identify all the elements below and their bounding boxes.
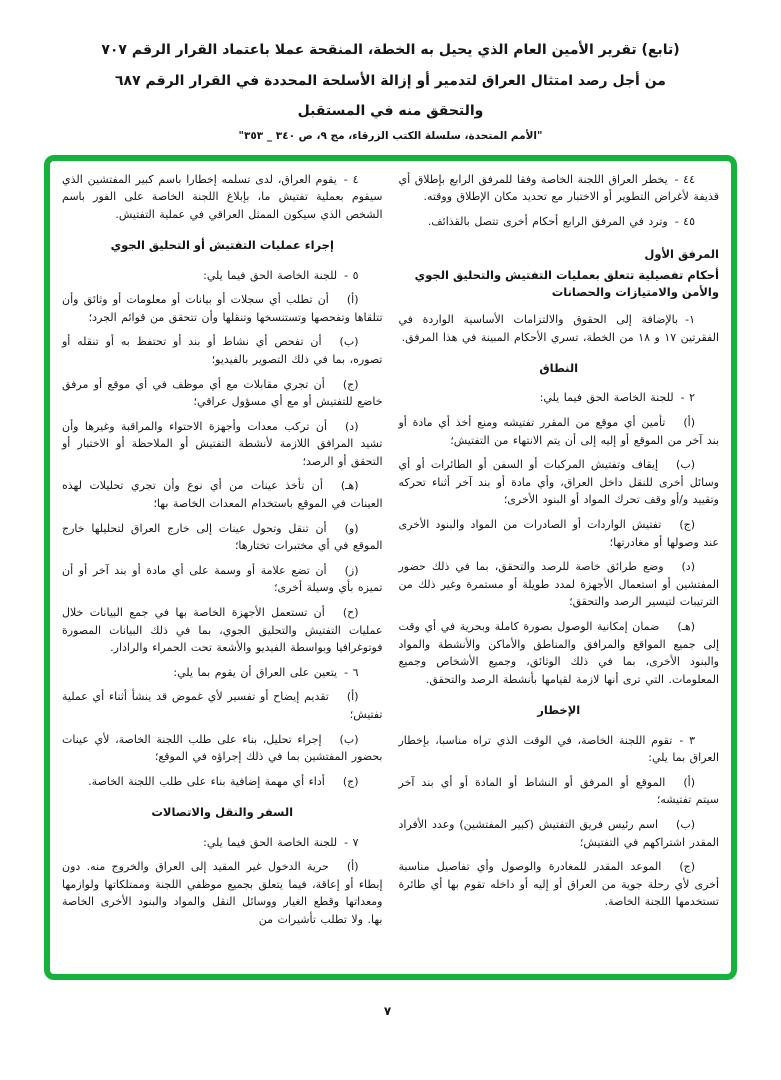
item-label: (ج) — [679, 860, 695, 874]
paragraph-text: للجنة الخاصة الحق فيما يلي: — [539, 391, 674, 405]
item-label: (هـ) — [340, 479, 359, 493]
item-text: أن تركب معدات وأجهزة الاحتواء والمراقبة وغيرها وأن تشيد المرافق اللازمة لأنشطة التفتيش أو الملاحظة أو الاختبار أو التحقق أو الرصد؛ — [62, 419, 383, 468]
paragraph-text: يخطر العراق اللجنة الخاصة وفقا للمرفق الرابع بإطلاق أي قذيفة لأغراض التطوير أو الاختبار مع تحديد مكان الإطلاق ووقته. — [398, 172, 719, 204]
item-label: (ب) — [339, 335, 359, 349]
item-label: (هـ) — [677, 620, 695, 633]
item-text: أن تضع علامة أو وسمة على أي مادة أو بند آخر أو أن تميزه بأي وسيلة أخرى؛ — [62, 563, 383, 595]
annex-one-heading: المرفق الأول — [644, 247, 719, 262]
list-item-a — [62, 291, 383, 326]
paragraph-text: يقوم العراق، لدى تسلمه إخطارا باسم كبير المفتشين الذي سيقوم بعملية تفتيش ما، بإبلاغ اللجنة الخاصة على الفور باسم الشخص الذي سيكون الممثل العراقي في عملية التفتيش. — [62, 172, 383, 221]
paragraph-5 — [62, 267, 383, 285]
paragraph-7 — [62, 834, 383, 852]
paragraph-number: ٤٥ - — [674, 214, 695, 228]
item-label: (د) — [681, 560, 695, 574]
paragraph-3 — [399, 732, 720, 767]
item-text: تأمين أي موقع من المقرر تفتيشه ومنع أخذ أي مادة أو بند آخر من الموقع أو إليه إلى أن يتم الانتهاء من التفتيش؛ — [398, 416, 719, 447]
paragraph-text: بالإضافة إلى الحقوق والالتزامات الأساسية الواردة في الفقرتين ١٧ و ١٨ من الخطة، تسري الأحكام المبينة في هذا المرفق. — [398, 313, 719, 344]
item-label: (ج) — [342, 377, 359, 391]
paragraph-text: وترد في المرفق الرابع أحكام أخرى تتصل بالقذائف. — [427, 214, 668, 228]
highlight-frame — [44, 155, 737, 980]
column-right — [399, 171, 720, 966]
inspection-operations-heading: إجراء عمليات التفتيش أو التحليق الجوي — [110, 238, 334, 253]
notification-section-heading: الإخطار — [537, 703, 581, 718]
paragraph-text: للجنة الخاصة الحق فيما يلي: — [203, 268, 338, 282]
list-item-d — [399, 558, 720, 611]
item-label: (ج) — [679, 518, 695, 532]
item-label: (أ) — [683, 416, 695, 430]
item-text: تقديم إيضاح أو تفسير لأي غموض قد ينشأ أثناء أي عملية تفتيش؛ — [62, 690, 383, 721]
paragraph-1 — [399, 311, 720, 346]
list-item-a — [399, 414, 720, 449]
item-text: أن تطلب أي سجلات أو بيانات أو معلومات أو وثائق وأن تتلقاها وتفحصها وتستنسخها وتنقلها وأن تتحقق من قوائم الجرد؛ — [62, 293, 383, 324]
paragraph-number: ٤ - — [343, 172, 359, 186]
item-label: (أ) — [346, 293, 359, 307]
item-label: (ح) — [342, 606, 359, 620]
item-text: أن تستعمل الأجهزة الخاصة بها في جمع البيانات خلال عمليات التفتيش والتحليق الجوي، بما في ذلك البيانات المصورة فوتوغرافيا وبواسطة الفيديو والأشعة تحت الحمراء والرادار. — [62, 606, 383, 655]
page-footer — [0, 1000, 775, 1019]
paragraph-number: ٥ - — [344, 268, 359, 282]
list-item-c — [399, 858, 720, 911]
item-text: تفتيش الواردات أو الصادرات من المواد والبنود الأخرى عند وصولها أو مغادرتها؛ — [398, 518, 719, 549]
list-item-b — [399, 816, 720, 851]
list-item-c — [62, 376, 383, 411]
list-item-f — [62, 520, 383, 555]
list-item-b — [62, 731, 383, 766]
paragraph-text: للجنة الخاصة الحق فيما يلي: — [203, 835, 338, 849]
paragraph-number: ٦ - — [344, 665, 359, 679]
item-text: أن تأخذ عينات من أي نوع وأن تجري تحليلات لهذه العينات في الموقع باستخدام المعدات الخاصة بها؛ — [62, 479, 383, 511]
list-item-c — [399, 516, 720, 551]
list-item-g — [62, 562, 383, 597]
paragraph-number: ٣ - — [679, 733, 696, 747]
header-title-line-3: والتحقق منه في المستقبل — [297, 103, 484, 119]
scope-section-heading: النطاق — [539, 361, 579, 376]
list-item-a — [62, 858, 383, 928]
list-item-d — [62, 418, 383, 471]
item-label: (ب) — [676, 458, 695, 472]
item-label: (و) — [344, 521, 359, 535]
document-header — [0, 0, 781, 142]
item-text: وضع طرائق خاصة للرصد والتحقق، بما في ذلك حضور المفتشين أو استعمال الأجهزة لمدد طويلة أو مستمرة وغير ذلك من الترتيبات لتيسير الرصد والتحقق؛ — [398, 560, 719, 609]
item-text: إيقاف وتفتيش المركبات أو السفن أو الطائرات أو أي وسائل أخرى للنقل داخل العراق، وأي مادة أو بند آخر أثناء تحركه وتقييد و/أو وقف تحرك المواد أو البنود الأخرى؛ — [398, 458, 719, 507]
list-item-b — [62, 333, 383, 368]
paragraph-45 — [399, 213, 720, 231]
travel-transport-heading: السفر والنقل والاتصالات — [151, 805, 294, 820]
paragraph-2 — [399, 389, 720, 407]
item-label: (ج) — [342, 774, 359, 788]
list-item-e — [62, 477, 383, 512]
item-text: الموعد المقدر للمغادرة والوصول وأي تفاصيل مناسبة أخرى لأي رحلة جوية من العراق أو إليه أو داخله تقوم بها أي طائرة تستخدمها اللجنة الخاصة. — [398, 860, 719, 909]
header-source-citation: "الأمم المتحدة، سلسلة الكتب الزرقاء، مج ٩، ص ٣٤٠ _ ٣٥٣" — [238, 129, 543, 142]
item-label: (أ) — [346, 690, 359, 704]
item-label: (ب) — [339, 732, 359, 746]
paragraph-number: ١- — [685, 313, 695, 327]
paragraph-number: ٢ - — [680, 391, 695, 405]
list-item-e — [399, 618, 720, 688]
list-item-a — [62, 688, 383, 723]
item-text: اسم رئيس فريق التفتيش (كبير المفتشين) وعدد الأفراد المقدر اشتراكهم في التفتيش؛ — [398, 818, 719, 849]
paragraph-4 — [62, 171, 383, 224]
item-text: أن تفحص أي نشاط أو بند أو تحتفظ به أو تنقله أو تصوره، بما في ذلك التصوير بالفيديو؛ — [62, 335, 383, 366]
item-label: (أ) — [683, 775, 695, 789]
item-text: أن تنقل وتحول عينات إلى خارج العراق لتحليلها خارج الموقع في أي مختبرات تختارها؛ — [62, 521, 383, 553]
item-text: إجراء تحليل، بناء على طلب اللجنة الخاصة، لأي عينات بحضور المفتشين بما في ذلك إجراؤه في الموقع؛ — [62, 732, 383, 764]
item-label: (ب) — [676, 818, 695, 831]
list-item-c — [62, 773, 383, 791]
paragraph-6 — [62, 664, 383, 682]
column-left — [62, 171, 383, 966]
item-label: (ز) — [344, 563, 359, 577]
header-title-line-2: من أجل رصد امتثال العراق لتدمير أو إزالة الأسلحة المحددة في القرار الرقم ٦٨٧ — [115, 72, 666, 89]
paragraph-number: ٤٤ - — [674, 172, 695, 186]
page-number: ٧ — [383, 1004, 392, 1018]
list-item-h — [62, 604, 383, 657]
list-item-a — [399, 774, 720, 809]
paragraph-number: ٧ - — [344, 835, 359, 849]
item-text: أداء أي مهمة إضافية بناء على طلب اللجنة الخاصة. — [88, 774, 325, 788]
annex-one-subheading: أحكام تفصيلية تتعلق بعمليات التفتيش والتحليق الجوي والأمن والامتيازات والحصانات — [414, 267, 719, 299]
paragraph-text: يتعين على العراق أن يقوم بما يلي: — [173, 665, 338, 679]
item-text: الموقع أو المرفق أو النشاط أو المادة أو أي بند آخر سيتم تفتيشه؛ — [398, 775, 719, 807]
two-column-text — [62, 171, 719, 966]
item-text: أن تجري مقابلات مع أي موظف في أي موقع أو مرفق خاضع للتفتيش أو مع أي مسؤول عراقي؛ — [62, 377, 383, 409]
header-title-line-1: (تابع) تقرير الأمين العام الذي يحيل به الخطة، المنقحة عملا باعتماد القرار الرقم ٧٠٧ — [101, 42, 680, 58]
paragraph-44 — [399, 171, 720, 206]
item-label: (د) — [345, 419, 359, 433]
item-label: (أ) — [346, 860, 359, 874]
item-text: حرية الدخول غير المقيد إلى العراق والخروج منه. دون إبطاء أو إعاقة، فيما يتعلق بجميع موظفي اللجنة وممتلكاتها ولوازمها ومعداتها وقطع الغيار ووسائل النقل والمواد والبنود الأخرى الخاصة بها. ولا تطلب تأشيرات من — [62, 860, 383, 926]
list-item-b — [399, 456, 720, 509]
item-text: ضمان إمكانية الوصول بصورة كاملة وبحرية في أي وقت إلى جميع المواقع والمرافق والمناطق والأماكن والأنشطة والمواد والبنود الأخرى، بما في ذلك الوثائق، وجميع الأشخاص وجميع المعلومات. التي ترى أنها لازمة لقيامها بأنشطة الرصد والتحقق. — [398, 620, 719, 686]
paragraph-text: تقوم اللجنة الخاصة، في الوقت الذي تراه مناسبا، بإخطار العراق بما يلي: — [398, 733, 719, 765]
